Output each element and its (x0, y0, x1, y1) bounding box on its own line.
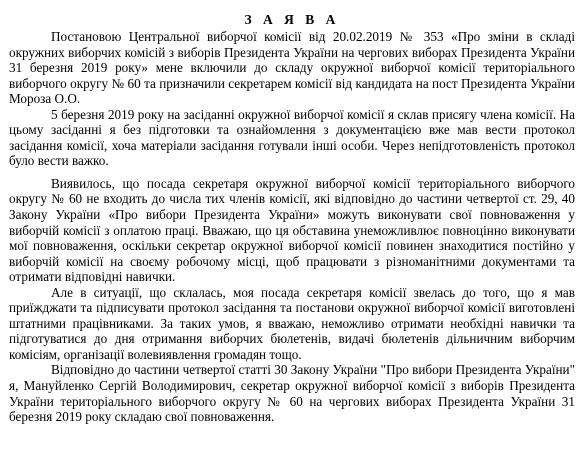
paragraph-position (9, 176, 575, 285)
paragraph-oath (9, 107, 575, 169)
paragraph-text: Постановою Центральної виборчої комісії від 20.02.2019 № 353 «Про зміни в складі окружних виборчих комісій з виборів Президента України на чергових виборах Президента України 31 березня 2019 року» мене включили до складу окружної виборчої комісії територіального виборчого округу № 60 та призначили секретарем комісії від кандидата на пост Президента України Мороза О.О. (9, 29, 575, 107)
paragraph-text: Відповідно до частини четвертої статті 30 Закону України "Про вибори Президента України" я, Мануйленко Сергій Володимирович, секретар окружної виборчої комісії з виборів Президента України територіального виборчого округу № 60 на чергових виборах Президента України 31 березня 2019 року складаю свої повноваження. (9, 362, 575, 425)
paragraph-text: Але в ситуації, що склалась, моя посада секретаря комісії звелась до того, що я мав приїжджати та підписувати протокол засідання та постанови окружної виборчої комісії виготовлені штатними працівниками. За таких умов, я вважаю, неможливо отримати необхідні навички та підготуватися до дня отримання виборчих бюлетенів, видачі бюлетенів дільничним виборчим комісіям, організації волевиявлення громадян тощо. (9, 284, 575, 362)
paragraph-text: Виявилось, що посада секретаря окружної виборчої комісії територіального виборчого округу № 60 не входить до числа тих членів комісії, які відповідно до частини четвертої ст. 29, 40 Закону України «Про вибори Президента України» можуть виконувати свої повноваження у виборчій комісії з оплатою праці. Вважаю, що ця обставина унеможливлює повноцінно виконувати мої повноваження, оскільки секретар окружної виборчої комісії повинен знаходитися постійно у виборчій комісії на своєму робочому місці, щоб працювати з різноманітними документами та отримати відповідні навички. (9, 175, 575, 285)
paragraph-resignation (9, 362, 575, 424)
paragraph-appointment (9, 29, 575, 107)
document-title: З А Я В А (244, 12, 340, 27)
document-body (9, 12, 575, 425)
paragraph-situation (9, 285, 575, 363)
paragraph-text: 5 березня 2019 року на засіданні окружної виборчої комісії я склав присягу члена комісії. На цьому засіданні я без підготовки та ознайомлення з документацією вже мав вести протокол засідання комісії, хоча матеріали засідання готували інші особи. Через непідготовленість протокол було вести важко. (9, 106, 575, 169)
